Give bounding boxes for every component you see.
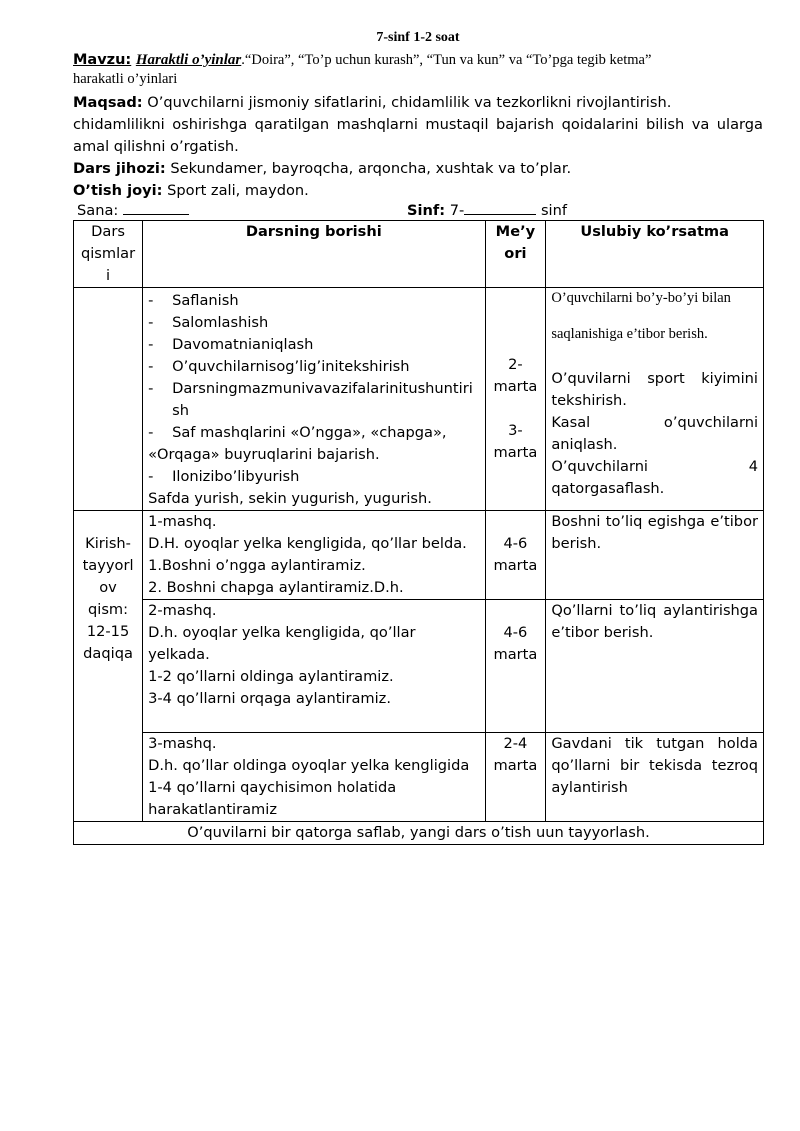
equipment-label: Dars jihozi:	[73, 160, 166, 177]
topic-name: Haraktli o’yinlar	[135, 52, 242, 68]
exercise-line: D.h. qo’llar oldinga oyoqlar yelka kengligida 1-4 qo’llarni qaychisimon holatida harakatlantiramiz	[148, 757, 470, 818]
exercise-title: 2-mashq.	[148, 602, 217, 619]
table-footer-row	[74, 822, 764, 845]
equipment-text: Sekundamer, bayroqcha, arqoncha, xushtak va to’plar.	[170, 160, 572, 177]
date-class-line	[77, 202, 763, 222]
list-item: - Salomlashish	[148, 312, 479, 334]
lesson-table	[73, 220, 764, 845]
row1-last-line: Safda yurish, sekin yugurish, yugurish.	[148, 490, 432, 507]
row4-norm: 2-4 marta	[485, 733, 546, 822]
row3-guidance: Qo’llarni to’liq aylantirishga e’tibor berish.	[546, 600, 764, 733]
table-header-row	[74, 221, 764, 288]
topic-games: .“Doira”, “To’p uchun kurash”, “Tun va kun” va “To’pga tegib ketma”	[241, 52, 652, 68]
row1-norm-1: 2-marta	[493, 356, 538, 395]
row1-norm-2: 3-marta	[493, 422, 538, 461]
list-item: - Darsningmazmunivavazifalarinitushuntirish	[148, 378, 479, 422]
goal-text: O’quvchilarni jismoniy sifatlarini, chidamlilik va tezkorlikni rivojlantirish.	[147, 94, 672, 111]
table-row	[74, 511, 764, 600]
note-line: aniqlash.	[551, 436, 618, 453]
row1-norm	[485, 288, 546, 511]
lesson-title: 7-sinf 1-2 soat	[376, 30, 460, 45]
equipment-line	[73, 158, 763, 180]
exercise-line: 2. Boshni chapga aylantiramiz.D.h.	[148, 579, 404, 596]
class-field	[407, 200, 567, 222]
topic-label: Mavzu:	[73, 52, 132, 68]
exercise-line: D.h. oyoqlar yelka kengligida, qo’llar yelkada.	[148, 624, 416, 663]
header-parts: Dars qismlar i	[74, 221, 143, 288]
venue-text: Sport zali, maydon.	[167, 182, 309, 199]
footer-text: O’quvilarni bir qatorga saflab, yangi dars o’tish uun tayyorlash.	[74, 822, 764, 845]
note-line-split: O’quvchilarni 4	[551, 458, 758, 475]
note-line: qatorgasaflash.	[551, 480, 665, 497]
goal-text-2: chidamlilikni oshirishga qaratilgan mashqlarni mustaqil bajarish qoidalarini bilish va ularga amal qilishni o’rgatish.	[73, 116, 763, 155]
header-norm: Me’y ori	[485, 221, 546, 288]
venue-label: O’tish joyi:	[73, 182, 163, 199]
row4-guidance: Gavdani tik tutgan holda qo’llarni bir tekisda tezroq aylantirish	[546, 733, 764, 822]
exercise-title: 1-mashq.	[148, 513, 217, 530]
table-row	[74, 733, 764, 822]
document-page	[73, 28, 763, 841]
header-progress: Darsning borishi	[143, 221, 485, 288]
table-row	[74, 288, 764, 511]
topic-line-2: harakatli o’yinlari	[73, 71, 178, 87]
row3-norm: 4-6 marta	[485, 600, 546, 733]
goal-line	[73, 92, 763, 114]
note-line: O’quvchilarni bo’y-bo’yi bilan	[551, 290, 731, 306]
exercise-title: 3-mashq.	[148, 735, 217, 752]
note-line: O’quvilarni sport kiyimini tekshirish.	[551, 370, 758, 409]
exercise-line: D.H. oyoqlar yelka kengligida, qo’llar belda.	[148, 535, 467, 552]
exercise-line: 3-4 qo’llarni orqaga aylantiramiz.	[148, 690, 391, 707]
row4-content	[143, 733, 485, 822]
row1-content	[143, 288, 485, 511]
section-label: Kirish-tayyorl ov qism: 12-15 daqiqa	[74, 511, 143, 822]
row3-content	[143, 600, 485, 733]
exercise-line: 1.Boshni o’ngga aylantiramiz.	[148, 557, 366, 574]
topic-line	[73, 50, 763, 70]
list-item: - Saflanish	[148, 290, 479, 312]
row2-norm: 4-6 marta	[485, 511, 546, 600]
note-line-split: Kasal o’quvchilarni	[551, 414, 758, 431]
class-blank[interactable]	[464, 200, 536, 215]
header-guidance: Uslubiy ko’rsatma	[546, 221, 764, 288]
class-label: Sinf:	[407, 202, 446, 219]
section-label-cell	[74, 288, 143, 511]
date-label: Sana:	[77, 202, 119, 219]
list-item: - O’quvchilarnisog’lig’initekshirish	[148, 356, 479, 378]
exercise-line: 1-2 qo’llarni oldinga aylantiramiz.	[148, 668, 394, 685]
goal-label: Maqsad:	[73, 94, 143, 111]
class-suffix: sinf	[540, 202, 567, 219]
list-item: - Davomatnianiqlash	[148, 334, 479, 356]
row1-guidance	[546, 288, 764, 511]
list-item: - Ilonizibo’libyurish	[148, 466, 479, 488]
date-field	[77, 200, 189, 222]
row2-content	[143, 511, 485, 600]
note-line: saqlanishiga e’tibor berish.	[551, 326, 708, 342]
venue-line	[73, 180, 763, 202]
row2-guidance: Boshni to’liq egishga e’tibor berish.	[546, 511, 764, 600]
class-prefix: 7-	[449, 202, 465, 219]
date-blank[interactable]	[123, 200, 189, 215]
list-item-saf: - Saf mashqlarini «O’ngga», «chapga», «Orqaga» buyruqlarini bajarish.	[148, 424, 447, 463]
table-row	[74, 600, 764, 733]
